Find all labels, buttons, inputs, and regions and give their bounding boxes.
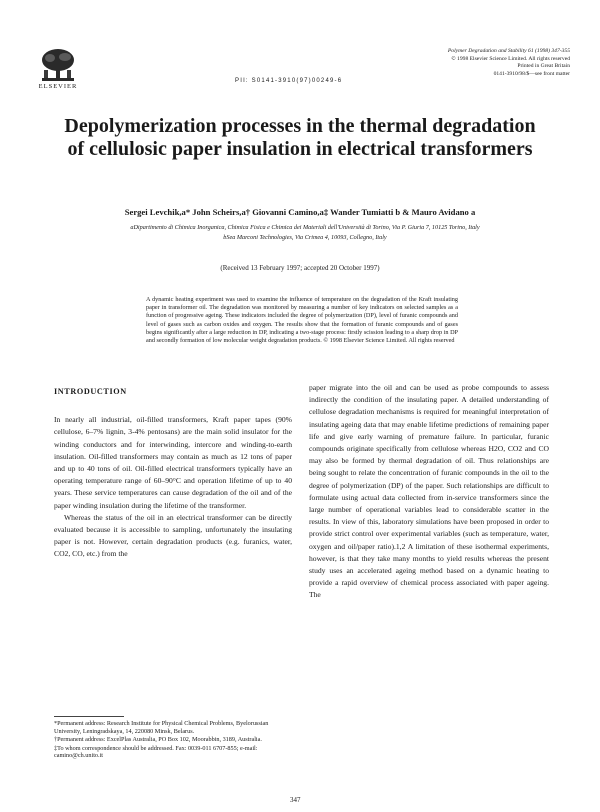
affiliations — [30, 223, 580, 242]
issn-line: 0141-3910/98/$—see front matter — [493, 70, 570, 77]
left-column — [54, 384, 292, 561]
page-number: 347 — [290, 796, 301, 804]
journal-info — [390, 48, 570, 78]
printed-line: Printed in Great Britain — [517, 63, 570, 70]
elsevier-tree-icon — [38, 48, 78, 82]
footnote-divider — [54, 716, 124, 717]
author-list: Sergei Levchik,a* John Scheirs,a† Giovanni Camino,a‡ Wander Tumiatti b & Mauro Avidano a — [124, 207, 476, 217]
section-heading: INTRODUCTION — [54, 387, 127, 396]
intro-paragraph-2: Whereas the status of the oil in an electrical transformer can be directly evaluated because it is accessible to sampling, unfortunately the insulating paper is not. However, certain degradation products (e.g. furanics, water, CO2, CO, etc.) from the — [54, 512, 292, 559]
affiliation-a: aDipartimento di Chimica Inorganica, Chimica Fisica e Chimica dei Materiali dell'Università di Torino, Via P. Giuria 7, 10125 Torino, Italy — [130, 224, 480, 231]
footnote-1: *Permanent address: Research Institute for Physical Chemical Problems, Byelorussian University, Leningradskaya, 14, 220080 Minsk, Belarus. — [54, 720, 269, 735]
affiliation-b: bSea Marconi Technologies, Via Crimea 4, 10093, Collegno, Italy — [223, 233, 387, 241]
pii-code: PII: S0141-3910(97)00249-6 — [235, 78, 343, 84]
footnotes — [54, 716, 292, 761]
intro-paragraph-1: In nearly all industrial, oil-filled transformers, Kraft paper tapes (90% cellulose, 6–7% lignin, 3-4% pentosans) are the main solid insulator for the winding conductors and for interwinding, intercore and winding-to-earth insulation. Oil-filled transformers may contain as much as 12 tons of paper and up to 40 tons of oil. Oil-filled electrical transformers typically have an operating temperature range of 60–90°C and operation lifetime of up to 40 years. These service temperatures can cause degradation of the oil and of the paper winding insulation during the lifetime of the transformer. — [54, 415, 292, 510]
received-dates: (Received 13 February 1997; accepted 20 October 1997) — [220, 264, 380, 272]
footnote-2: †Permanent address: ExcelPlas Australia, PO Box 102, Moorabbin, 3189, Australia. — [54, 736, 262, 744]
right-column — [309, 382, 549, 602]
article-title: Depolymerization processes in the thermal degradation of cellulosic paper insulation in electrical transformers — [64, 115, 536, 160]
elsevier-logo — [38, 48, 78, 90]
intro-paragraph-continued: paper migrate into the oil and can be used as probe compounds to assess indirectly the condition of the insulating paper. A detailed understanding of cellulose degradation mechanisms is required for meaningful interpretation of insulating ageing data that may enable lifetime predictions of remaining paper life and give early warning of premature failure. In particular, furanic compounds originate specifically from cellulose whereas H2O, CO2 and CO may also be formed by thermal degradation of oil. Thus relationships are being sought to relate the concentration of furanic compounds in the oil to the degree of polymerization (DP) of the paper. Such relationships are difficult to formulate using actual data collected from in-service transformers since the large number of operational variables lead to considerable scatter in the results. In view of this, laboratory simulations have been proposed in order to provide strict control over experimental variables (such as temperature, water, oxygen and oil/paper ratio).1,2 A limitation of these isothermal experiments, however, is that they take many months to yield results whereas the present study uses an accelerated ageing method based on a dynamic heating to provide a rapid overview of chemical process associated with paper ageing. The — [309, 383, 549, 600]
abstract: A dynamic heating experiment was used to examine the influence of temperature on the degradation of the Kraft insulating paper in transformer oil. The degradation was monitored by measuring a number of key indicators on selected samples as a function of progressive ageing. These indicators included the degree of polymerization (DP), level of furanic compounds and level of gases such as carbon oxides and oxygen. The results show that the formation of furanic compounds and of gases begins significantly after a large reduction in DP, indicating a two-stage process: firstly scission leading to a sharp drop in DP and secondly formation of low molecular weight degradation products. © 1998 Elsevier Science Limited. All rights reserved — [146, 296, 458, 345]
publisher-name: ELSEVIER — [38, 83, 78, 90]
footnote-3: ‡To whom correspondence should be addressed. Fax: 0039-011 6707-855; e-mail: camino@ch.unito.it — [54, 744, 258, 760]
copyright-line: © 1998 Elsevier Science Limited. All rights reserved — [451, 55, 570, 62]
journal-citation: Polymer Degradation and Stability 61 (1998) 347-355 — [447, 48, 570, 54]
